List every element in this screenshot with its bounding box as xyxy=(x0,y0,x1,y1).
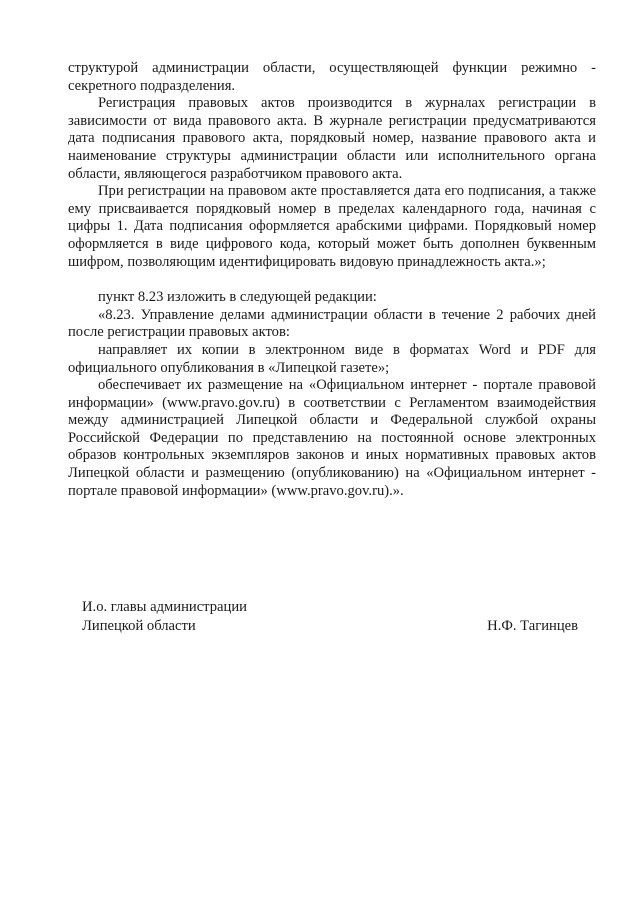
signature-region: Липецкой области xyxy=(82,618,196,634)
signature-block xyxy=(82,598,578,636)
signature-row xyxy=(82,617,578,636)
document-body xyxy=(68,60,596,500)
paragraph-numbering: При регистрации на правовом акте проставляется дата его подписания, а также ему присваивается порядковый номер в пределах календарного года, начиная с цифры 1. Дата подписания оформляется арабскими цифрами. Порядковый номер оформляется в виде цифрового кода, который может быть дополнен буквенным шифром, позволяющим идентифицировать видовую принадлежность акта.»; xyxy=(68,183,596,270)
paragraph-clause-8-23: «8.23. Управление делами администрации области в течение 2 рабочих дней после регистрации правовых актов: xyxy=(68,306,596,341)
paragraph-clause-intro: пункт 8.23 изложить в следующей редакции: xyxy=(98,289,377,306)
signature-title: И.о. главы администрации xyxy=(82,599,247,615)
paragraph-send-copies: направляет их копии в электронном виде в форматах Word и PDF для официального опубликования в «Липецкой газете»; xyxy=(68,341,596,376)
paragraph-continuation: структурой администрации области, осуществляющей функции режимно - секретного подразделения. xyxy=(68,60,596,94)
signatory-name: Н.Ф. Тагинцев xyxy=(487,618,578,634)
paragraph-registration: Регистрация правовых актов производится в журналах регистрации в зависимости от вида правового акта. В журнале регистрации предусматриваются дата подписания правового акта, порядковый номер, название правового акта и наименование структуры администрации области или исполнительного органа области, являющегося разработчиком правового акта. xyxy=(68,95,596,182)
paragraph-publication: обеспечивает их размещение на «Официальном интернет - портале правовой информации» (www.pravo.gov.ru) в соответствии с Регламентом взаимодействия между администрацией Липецкой области и Федеральной службой охраны Российской Федерации по представлению на постоянной основе электронных образов контрольных экземпляров законов и иных нормативных правовых актов Липецкой области и размещению (опубликованию) на «Официальном интернет - портале правовой информации» (www.pravo.gov.ru).». xyxy=(68,377,596,499)
